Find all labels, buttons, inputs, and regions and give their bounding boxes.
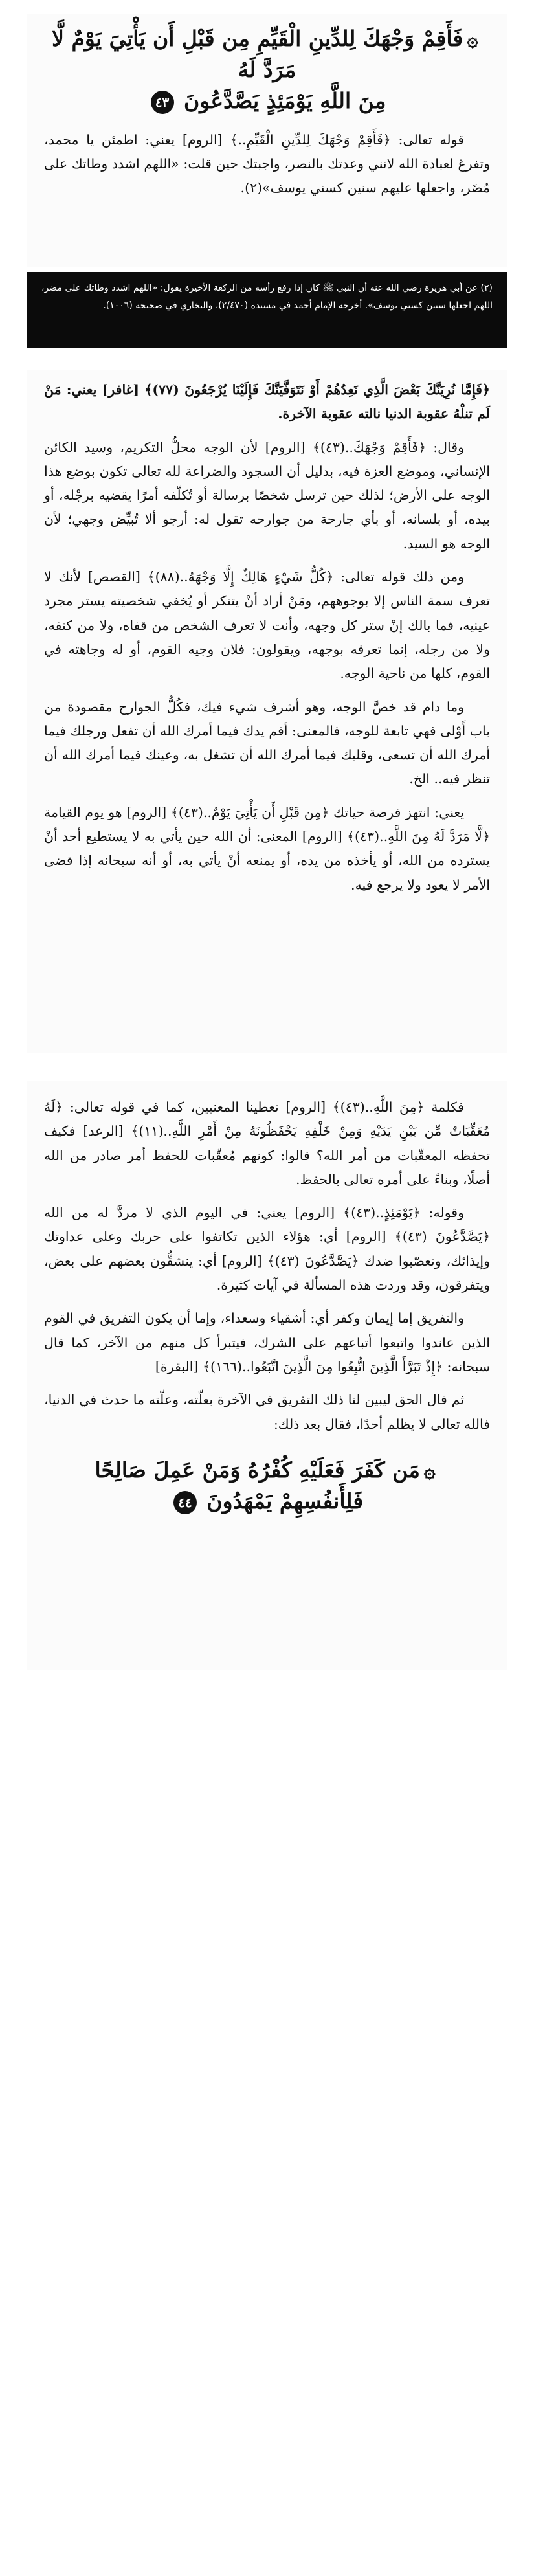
paragraph: قوله تعالى: ﴿فَأَقِمْ وَجْهَكَ لِلدِّينِ الْقَيِّمِ..﴾ [الروم] يعني: اطمئن يا محمد، وتفرغ لعبادة الله لانني وعدتك بالنصر، واجبتك حين قلت: «اللهم اشدد وطاتك على مُضَر، واجعلها عليهم سنين كسني يوسف»(٢). bbox=[44, 131, 490, 196]
paragraph: فكلمة ﴿مِنَ اللَّهِ..(٤٣)﴾ [الروم] تعطينا المعنيين، كما في قوله تعالى: ﴿لَهُ مُعَقِّبَاتٌ مِّن بَيْنِ يَدَيْهِ وَمِنْ خَلْفِهِ يَحْفَظُونَهُ مِنْ أَمْرِ اللَّهِ..(١١)﴾ [الرعد] فكيف تحفظه المعقّبات من أمر الله؟ قالوا: كونهم مُعقّبات للحفظ أمر صادر من الله أصلًا، وبناءً على أمره تعالى بالحفظ. bbox=[44, 1099, 490, 1187]
verse-number-badge: ٤٣ bbox=[151, 91, 174, 114]
paragraph: والتفريق إما إيمان وكفر أي: أشقياء وسعداء، وإما أن يكون التفريق في القوم الذين عاندوا واتبعوا أتباعهم على الشرك، فيتبرأ كل منهم من الآخر، كما قال سبحانه: ﴿إِذْ تَبَرَّأَ الَّذِينَ اتُّبِعُوا مِنَ الَّذِينَ اتَّبَعُوا..(١٦٦)﴾ [البقرة] bbox=[44, 1310, 490, 1374]
paragraph: يعني: انتهز فرصة حياتك ﴿مِن قَبْلِ أَن يَأْتِيَ يَوْمٌ..(٤٣)﴾ [الروم] هو يوم القيامة ﴿لَّا مَرَدَّ لَهُ مِنَ اللَّهِ..(٤٣)﴾ [الروم] المعنى: أن الله حين يأتي به لا يستطيع أحد أنْ يسترده من الله، أو يأخذه من يده، أو يمنعه أنْ يأتي به، أو أنه سبحانه إذا قضى الأمر لا يعود ولا يرجع فيه. bbox=[44, 804, 490, 893]
footnote-text: (٢) عن أبي هريرة رضي الله عنه أن النبي ﷺ كان إذا رفع رأسه من الركعة الأخيرة يقول: «اللهم اشدد وطاتك على مضر، اللهم اجعلها سنين كسني يوسف». أخرجه الإمام أحمد في مسنده (٢/٤٧٠)، والبخاري في صحيحه (١٠٠٦). bbox=[41, 283, 493, 311]
verse-banner bbox=[27, 1446, 507, 1521]
verse-line-1: فَأَقِمْ وَجْهَكَ لِلدِّينِ الْقَيِّمِ مِن قَبْلِ أَن يَأْتِيَ يَوْمٌ لَّا مَرَدَّ لَهُ bbox=[52, 26, 463, 82]
page-block-1 bbox=[27, 14, 507, 267]
commentary-text bbox=[27, 120, 507, 201]
page-block-3 bbox=[27, 1081, 507, 1670]
paragraph: وقوله: ﴿يَوْمَئِذٍ..(٤٣)﴾ [الروم] يعني: في اليوم الذي لا مردَّ له من الله ﴿يَصَّدَّعُونَ (٤٣)﴾ [الروم] أي: هؤلاء الذين تكاتفوا على حربك وعلى عداوتك وإيذائك، وتعصّبوا ضدك ﴿يَصَّدَّعُونَ (٤٣)﴾ [الروم] أي: ينشقُّون بعضهم على بعض، ويتفرقون، وقد وردت هذه المسألة في آيات كثيرة. bbox=[44, 1205, 490, 1294]
paragraph: ثم قال الحق ليبين لنا ذلك التفريق في الآخرة بعلّته، وعلّته ما حدث في الدنيا، فالله تعالى لا يظلم أحدًا، فقال بعد ذلك: bbox=[44, 1392, 490, 1432]
ornament-icon: ۞ bbox=[423, 1459, 436, 1483]
ornament-icon: ۞ bbox=[467, 28, 478, 51]
paragraph: ومن ذلك قوله تعالى: ﴿كُلُّ شَيْءٍ هَالِكٌ إِلَّا وَجْهَهُ..(٨٨)﴾ [القصص] لأنك لا تعرف سمة الناس إلا بوجوههم، ومَنْ أراد أنْ يتنكر أو يُخفي شخصيته يستر مجرد عينيه، فما بالك إنْ ستر كل وجهه، وأنت لا تعرف الشخص من قفاه، ولا من كتفه، ولا من رجله، إنما تعرفه بوجهه، ويقولون: فلان وجيه القوم، أو له وجاهته في القوم، كلها من ناحية الوجه. bbox=[44, 569, 490, 682]
commentary-text bbox=[27, 370, 507, 897]
verse-quote-line: ﴿فَإِمَّا نُرِيَنَّكَ بَعْضَ الَّذِي نَعِدُهُمْ أَوْ نَتَوَفَّيَنَّكَ فَإِلَيْنَا يُرْجَعُونَ (٧٧)﴾ [غافر] يعني: مَنْ لَم تنلْهُ عقوبة الدنيا نالته عقوبة الآخرة. bbox=[44, 382, 490, 422]
verse-number-badge: ٤٤ bbox=[173, 1491, 197, 1514]
verse-line-2: فَلِأَنفُسِهِمْ يَمْهَدُونَ bbox=[206, 1488, 364, 1514]
verse-line-1: مَن كَفَرَ فَعَلَيْهِ كُفْرُهُ وَمَنْ عَمِلَ صَالِحًا bbox=[95, 1457, 420, 1483]
paragraph: وقال: ﴿فَأَقِمْ وَجْهَكَ..(٤٣)﴾ [الروم] لأن الوجه محلُّ التكريم، وسيد الكائن الإنساني، وموضع العزة فيه، بدليل أن السجود والضراعة لله تعالى تكون بوضع هذا الوجه على الأرض؛ لذلك حين ترسل شخصًا برسالة أو تُكلّفه أمرًا يقضيه برجْله، أو بيده، أو بلسانه، أو بأي جارحة من جوارحه تقول له: أرجو ألا تُبيِّض وجهي؛ لأن الوجه هو السيد. bbox=[44, 439, 490, 552]
paragraph: وما دام قد خصَّ الوجه، وهو أشرف شيء فيك، فكُلُّ الجوارح مقصودة من باب أَوْلى فهي تابعة للوجه، فالمعنى: أقم يدك فيما أمرك الله أن تفعل ورجلك فيما أمرك الله أن تسعى، وقلبك فيما أمرك الله أن تشغل به، وعينك فيما أمرك الله أن تنظر فيه.. الخ. bbox=[44, 699, 490, 787]
commentary-text bbox=[27, 1081, 507, 1437]
page-block-2 bbox=[27, 370, 507, 1053]
footnote-box bbox=[27, 272, 507, 348]
verse-banner bbox=[27, 14, 507, 120]
verse-line-2: مِنَ اللَّهِ يَوْمَئِذٍ يَصَّدَّعُونَ bbox=[184, 87, 386, 113]
